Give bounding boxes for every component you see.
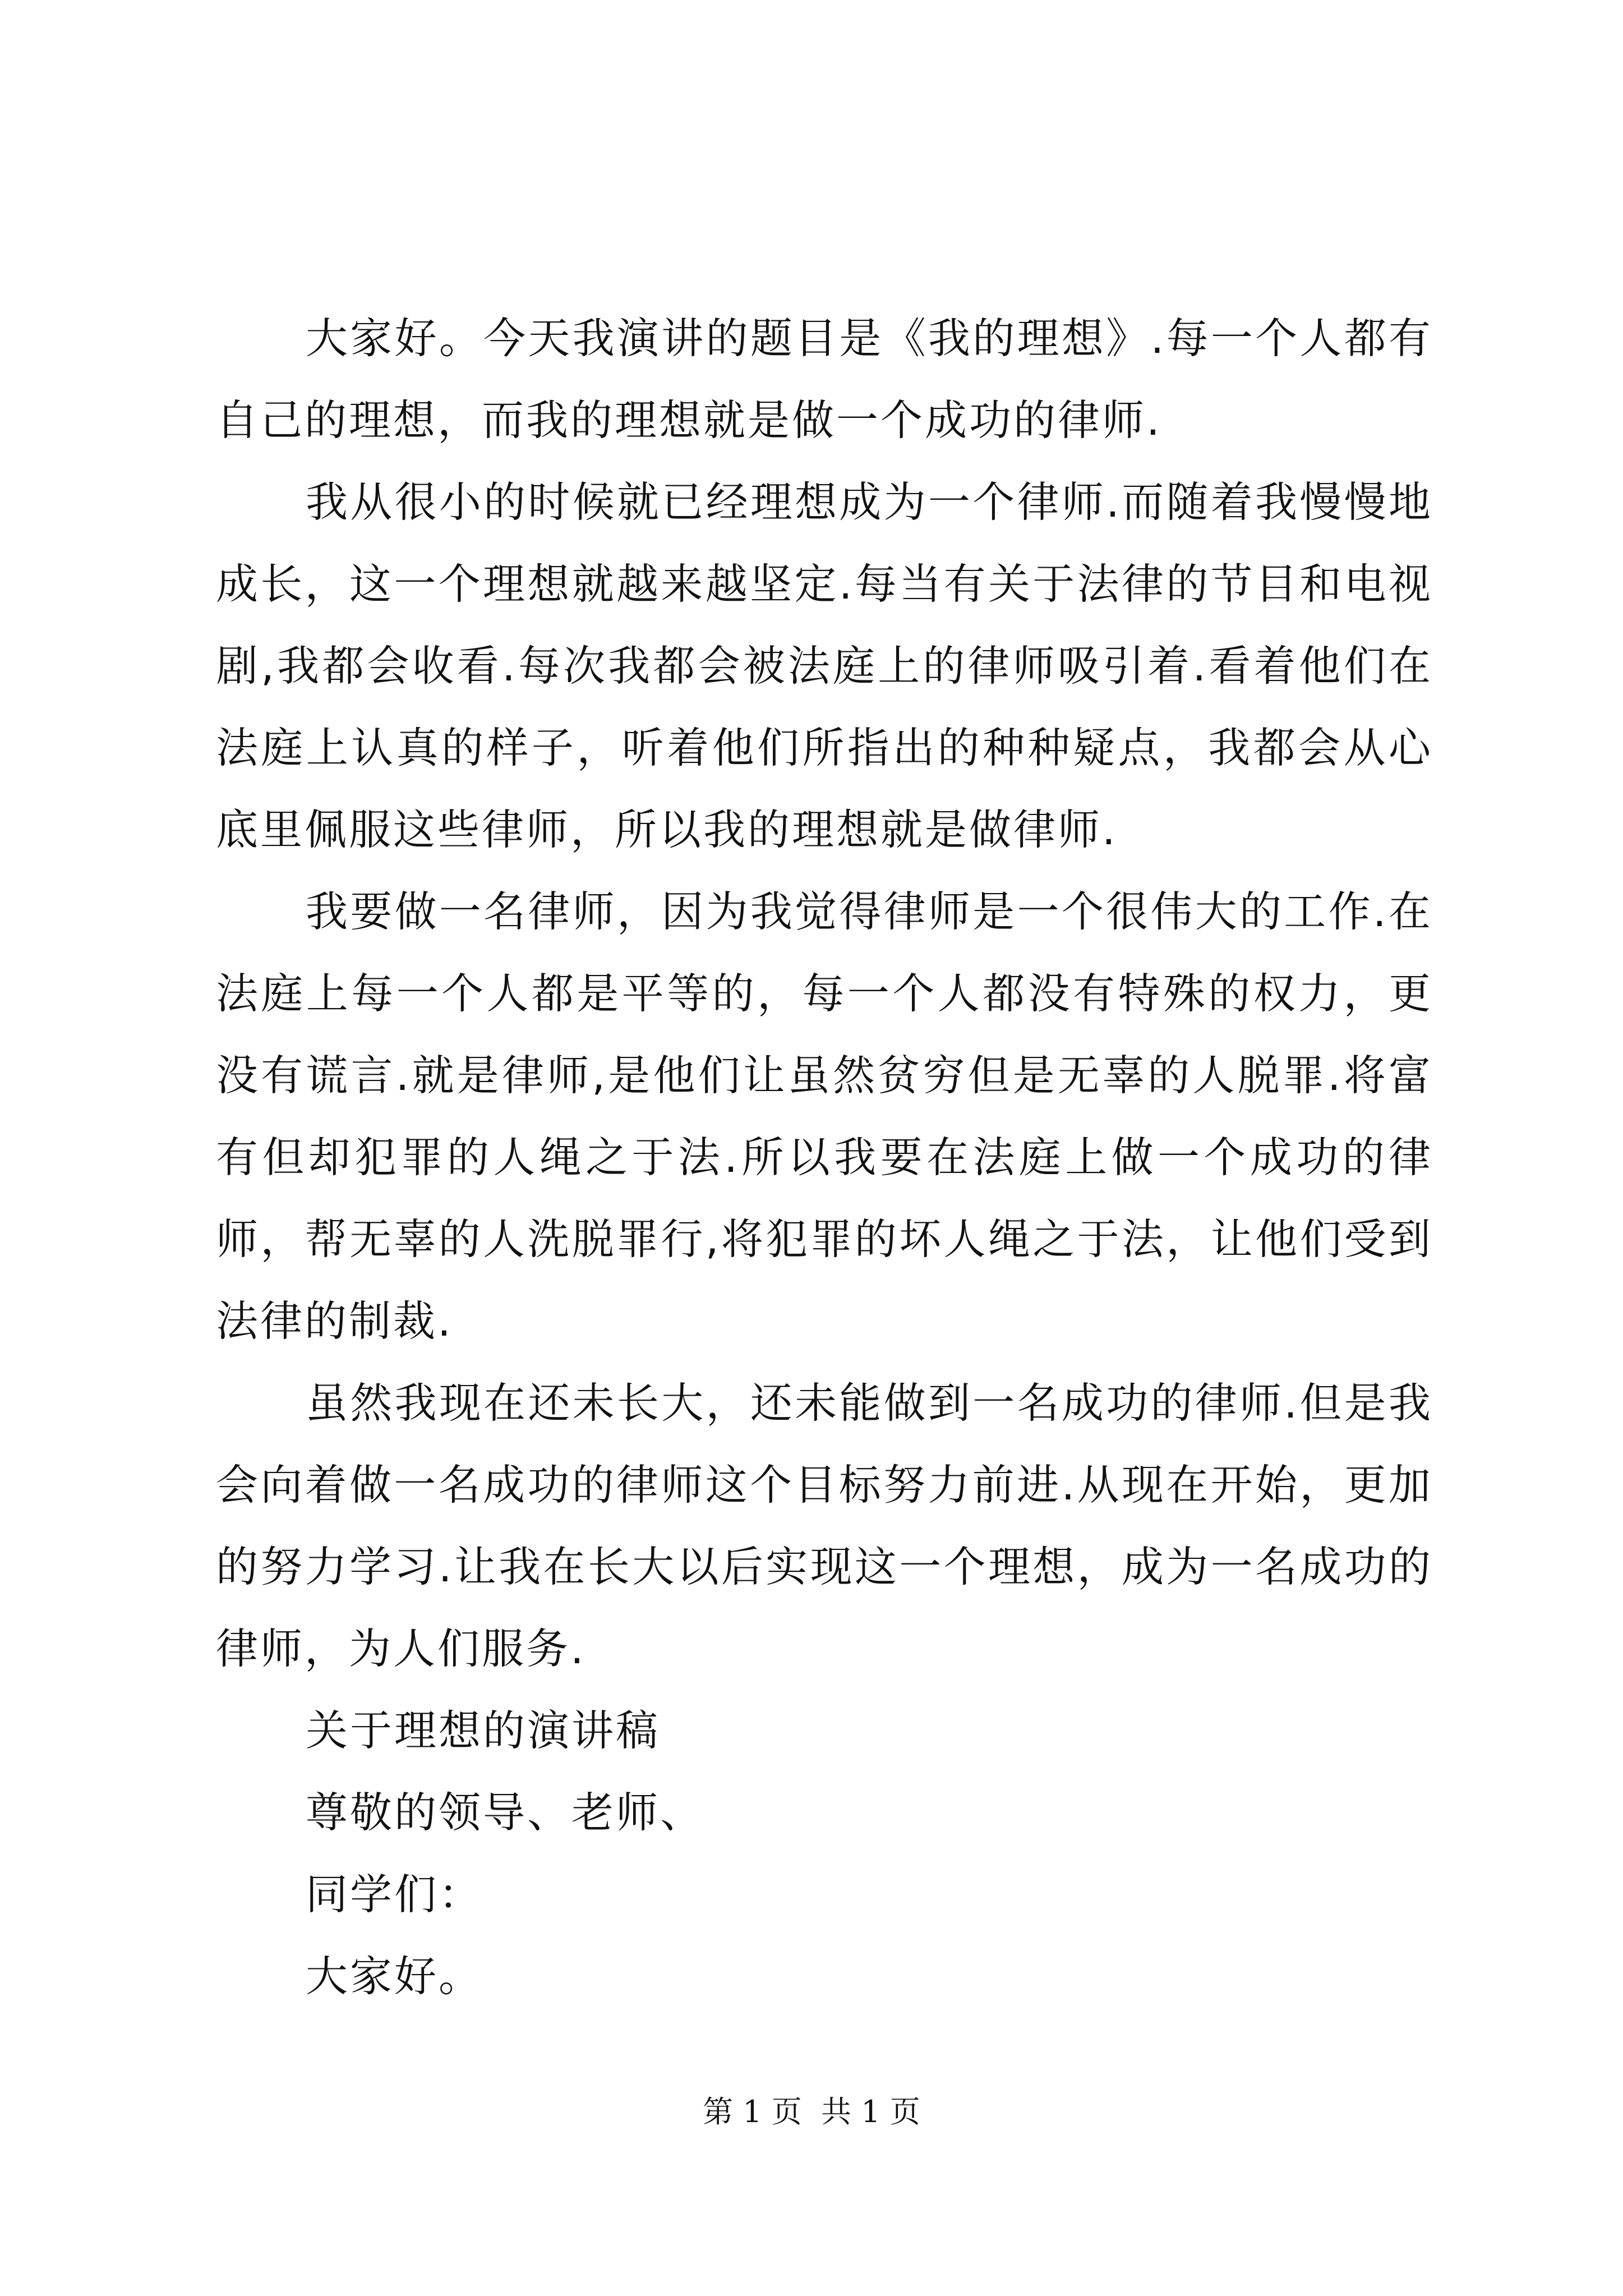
speech-title-line: 关于理想的演讲稿 [306,1706,661,1755]
page-footer [0,2092,1623,2132]
salutation-line-2: 同学们： [306,1870,483,1919]
salutation-line: 尊敬的领导、老师、 [306,1788,705,1837]
paragraph-4: 虽然我现在还未长大，还未能做到一名成功的律师.但是我会向着做一名成功的律师这个目标努力前进.从现在开始，更加的努力学习.让我在长大以后实现这一个理想，成为一名成功的律师，为人们服务. [216,1378,1433,1673]
page-number-label: 第 1 页 共 1 页 [703,2094,920,2129]
paragraph-3: 我要做一名律师，因为我觉得律师是一个很伟大的工作.在法庭上每一个人都是平等的，每一个人都没有特殊的权力，更没有谎言.就是律师,是他们让虽然贫穷但是无辜的人脱罪.将富有但却犯罪的人绳之于法.所以我要在法庭上做一个成功的律师，帮无辜的人洗脱罪行,将犯罪的坏人绳之于法，让他们受到法律的制裁. [216,887,1433,1346]
paragraph-1: 大家好。今天我演讲的题目是《我的理想》.每一个人都有自己的理想，而我的理想就是做一个成功的律师. [216,314,1433,445]
greeting-line: 大家好。 [306,1952,483,2001]
document-body [216,297,1433,2017]
paragraph-2: 我从很小的时候就已经理想成为一个律师.而随着我慢慢地成长，这一个理想就越来越坚定.每当有关于法律的节目和电视剧,我都会收看.每次我都会被法庭上的律师吸引着.看着他们在法庭上认真的样子，听着他们所指出的种种疑点，我都会从心底里佩服这些律师，所以我的理想就是做律师. [216,477,1433,854]
